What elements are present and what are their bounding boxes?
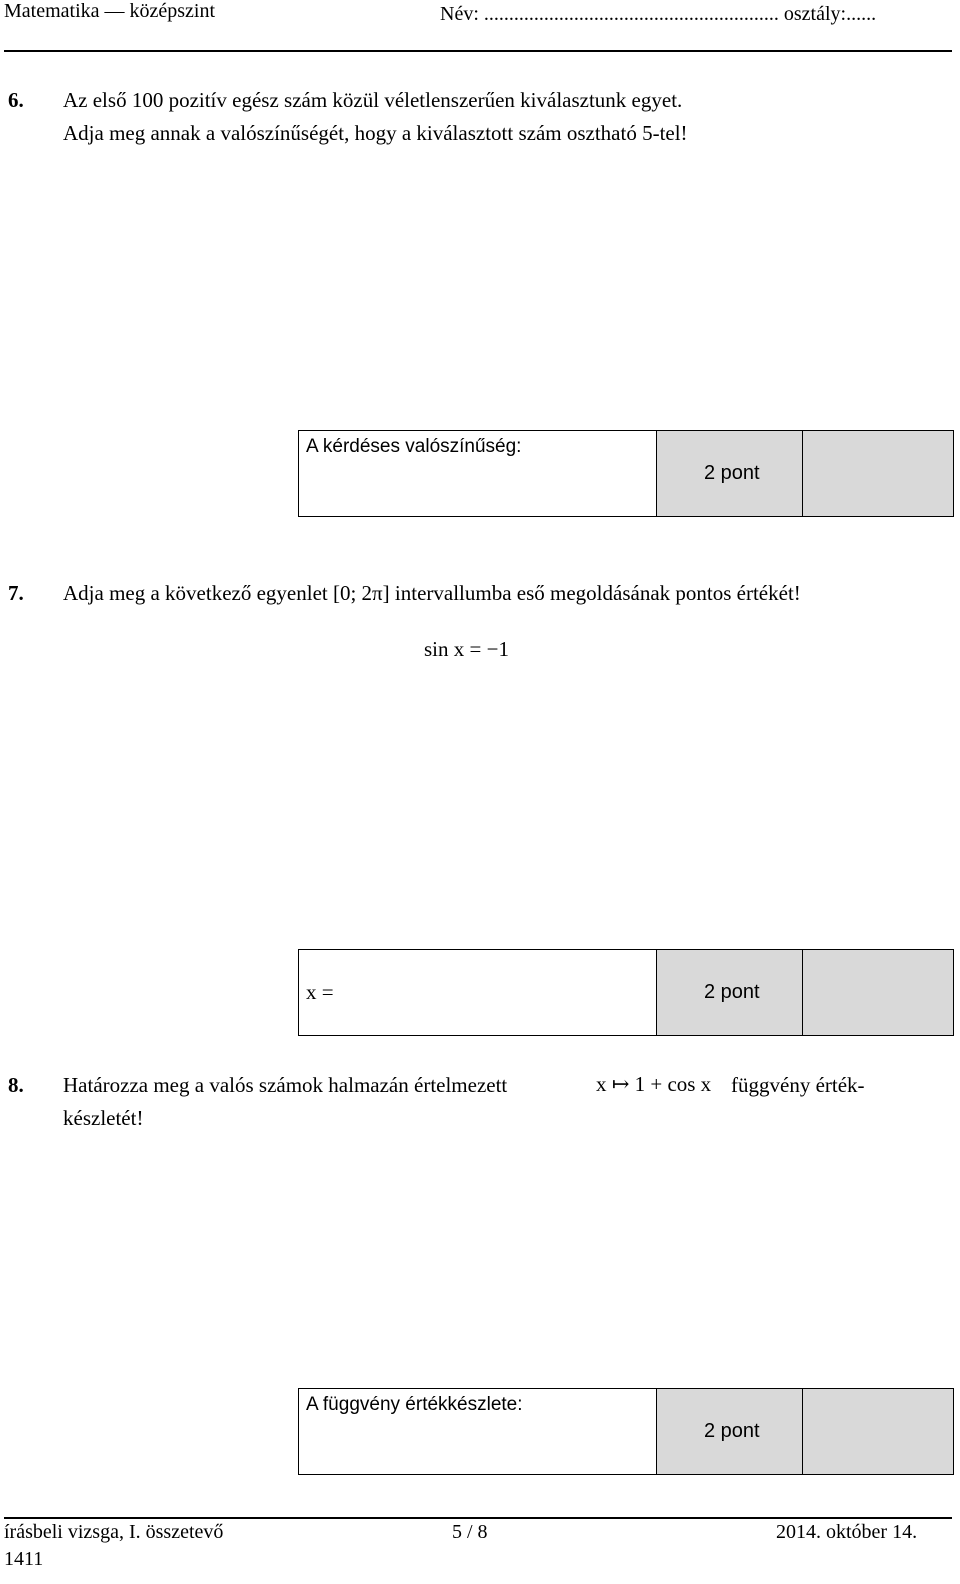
footer-code: 1411 [4, 1548, 44, 1570]
question-8-answer-label: A függvény értékkészlete: [306, 1394, 523, 1415]
header-divider [4, 50, 952, 52]
question-7-answer-label: x = [306, 980, 334, 1004]
question-8-number: 8. [8, 1073, 24, 1097]
question-7-points: 2 pont [704, 981, 760, 1003]
question-8-score-cell [803, 1389, 953, 1474]
question-6-line-2: Adja meg annak a valószínűségét, hogy a kiválasztott szám osztható 5-tel! [63, 121, 688, 145]
footer-date: 2014. október 14. [776, 1521, 918, 1543]
question-6-points: 2 pont [704, 462, 760, 484]
question-6-line-1: Az első 100 pozitív egész szám közül véletlenszerűen kiválasztunk egyet. [63, 88, 683, 112]
question-6-points-cell [656, 431, 803, 516]
footer-page-number: 5 / 8 [452, 1521, 488, 1543]
question-7-equation: sin x = −1 [424, 637, 509, 661]
question-7-number: 7. [8, 581, 24, 605]
question-7-answer-box [298, 949, 954, 1036]
question-7-points-cell [656, 950, 803, 1035]
question-6-score-cell [803, 431, 953, 516]
footer-exam-info: írásbeli vizsga, I. összetevő [4, 1521, 224, 1543]
question-6-answer-box [298, 430, 954, 517]
question-8-points: 2 pont [704, 1420, 760, 1442]
question-8-line-1-end: függvény érték- [731, 1073, 865, 1097]
question-8-line-1-start: Határozza meg a valós számok halmazán értelmezett [63, 1073, 508, 1097]
header-subject: Matematika — középszint [4, 0, 216, 22]
question-8-answer-box [298, 1388, 954, 1475]
header-name-class-field: Név: ........................................................... osztály:...... [440, 3, 877, 25]
question-7-score-cell [803, 950, 953, 1035]
question-6-answer-label: A kérdéses valószínűség: [306, 436, 522, 457]
question-6-number: 6. [8, 88, 24, 112]
question-8-points-cell [656, 1389, 803, 1474]
question-8-line-2: készletét! [63, 1106, 144, 1130]
footer-divider [4, 1517, 952, 1519]
question-7-line-1: Adja meg a következő egyenlet [0; 2π] intervallumba eső megoldásának pontos értékét! [63, 581, 801, 605]
question-8-formula: x ↦ 1 + cos x [596, 1072, 712, 1096]
